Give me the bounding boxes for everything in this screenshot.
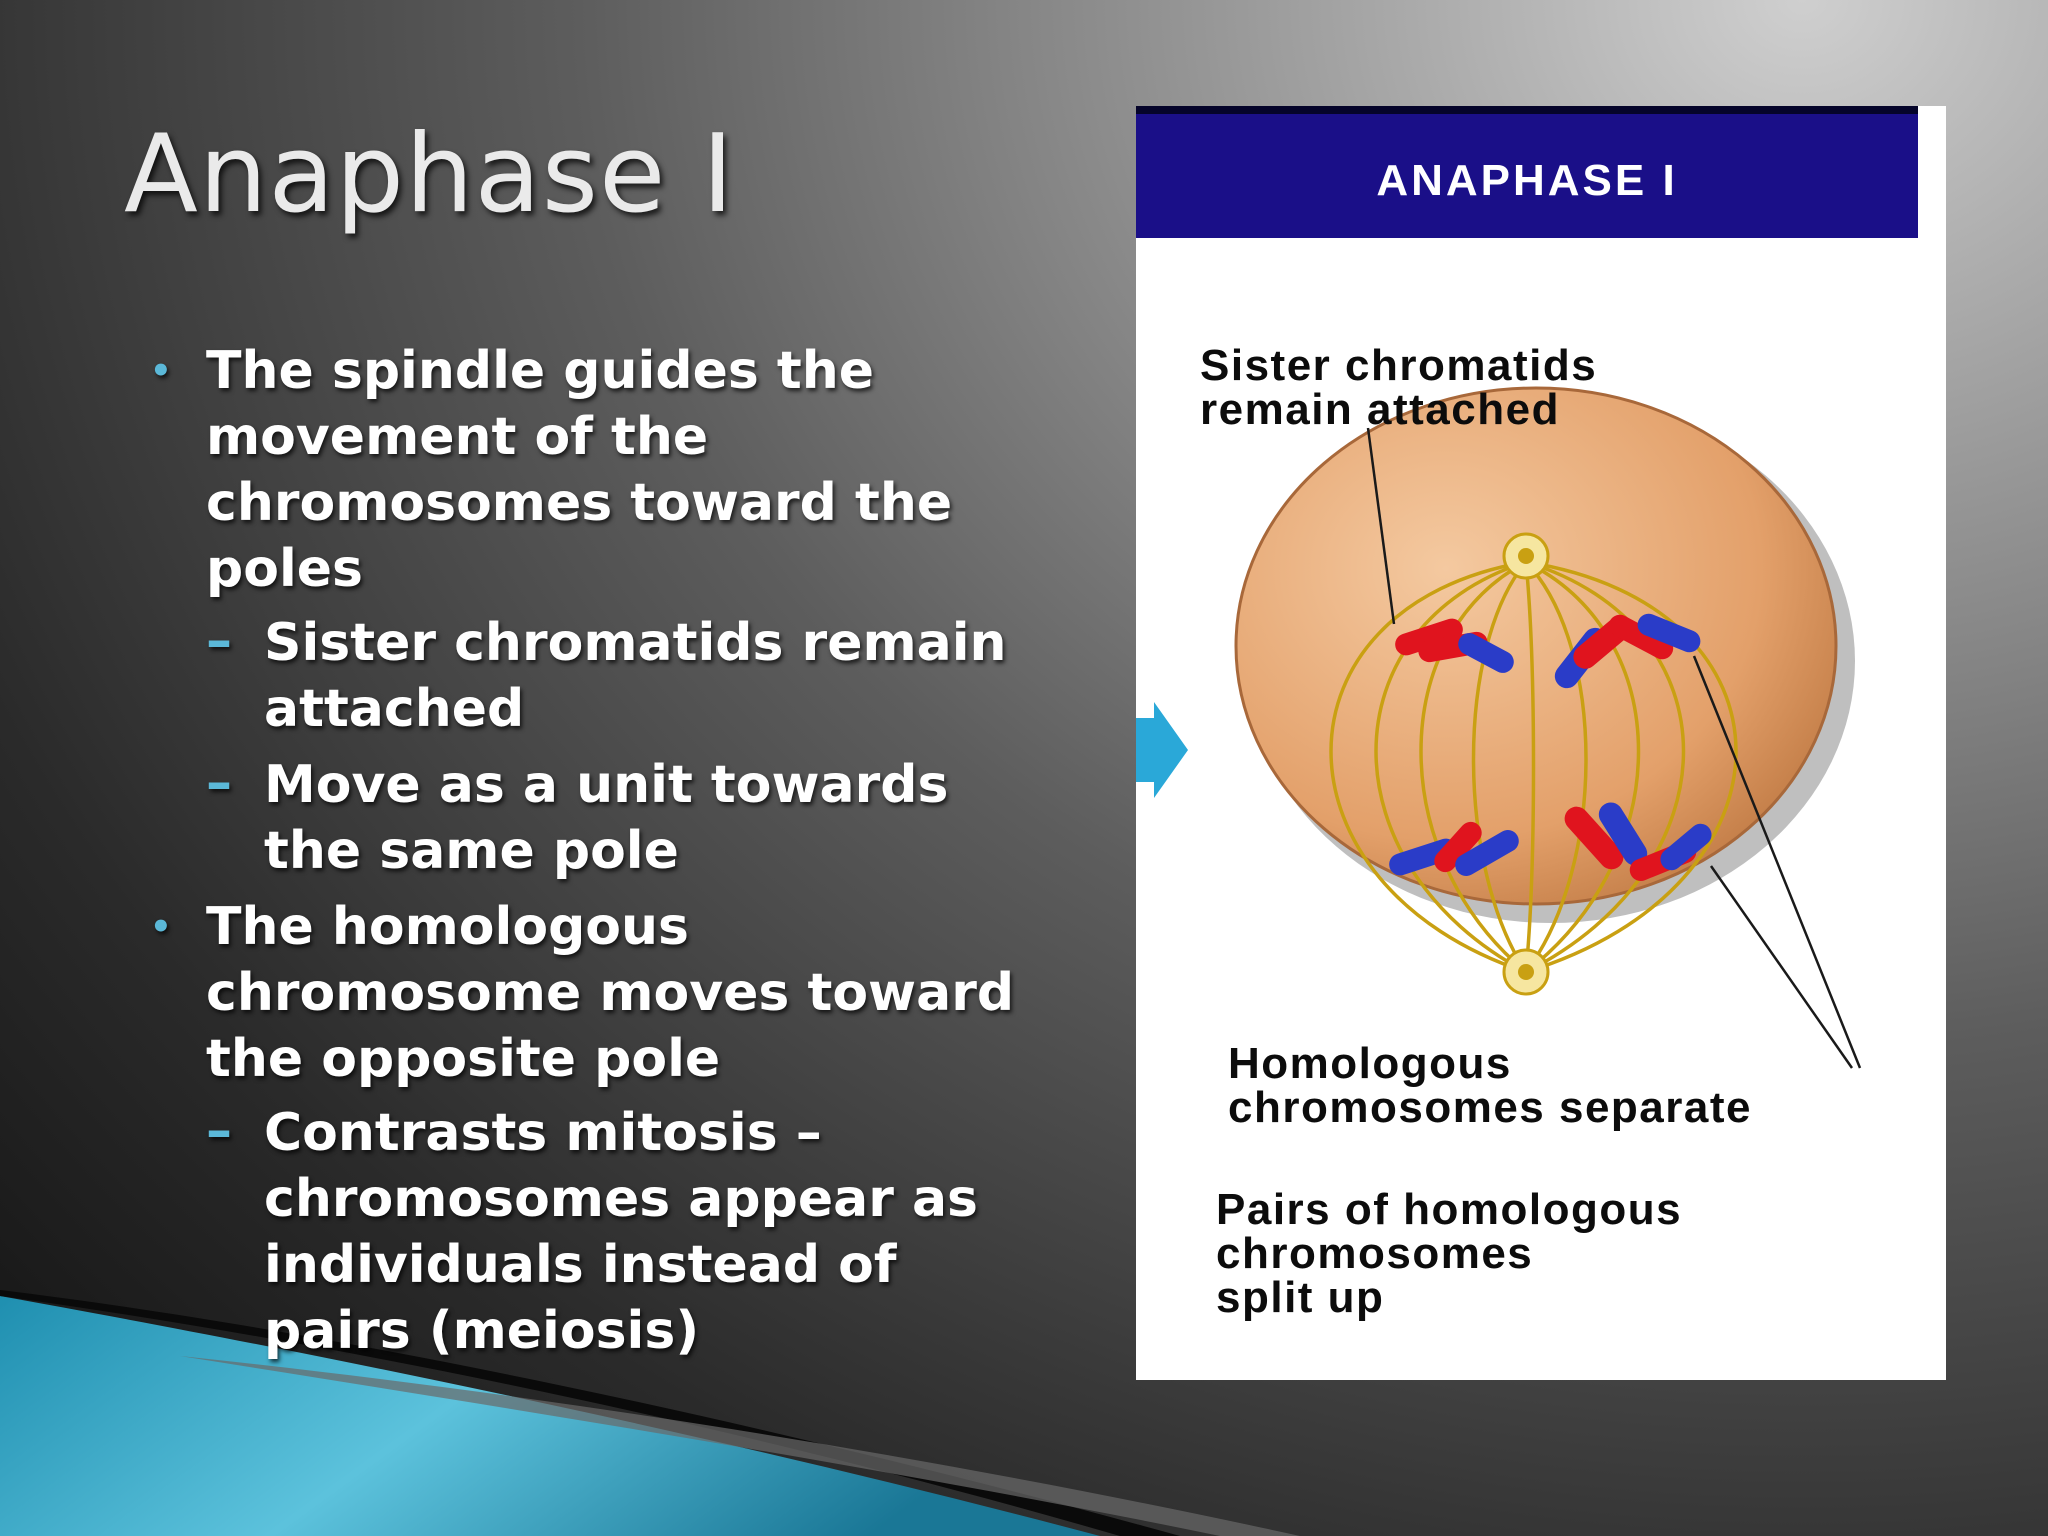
bullet-item	[150, 894, 1030, 1092]
dash-icon: –	[206, 611, 232, 671]
sub-bullet-item	[150, 610, 1030, 742]
label-homologous-separate: Homologous chromosomes separate	[1228, 1039, 1752, 1132]
figure-header-text: ANAPHASE I	[1376, 156, 1678, 205]
label-sister-chromatids: Sister chromatids remain attached	[1200, 341, 1598, 434]
arrow-icon	[1136, 702, 1188, 798]
dash-icon: –	[206, 753, 232, 813]
cell-body	[1236, 388, 1836, 904]
bullet-text: The homologous chromosome moves toward the opposite pole	[206, 897, 1015, 1089]
bullet-dot-icon: •	[150, 907, 172, 947]
sub-bullet-text: Contrasts mitosis – chromosomes appear as individuals instead of pairs (meiosis)	[264, 1103, 978, 1361]
bullet-dot-icon: •	[150, 351, 172, 391]
slide-title: Anaphase I	[124, 112, 735, 237]
sub-bullet-item	[150, 1100, 1030, 1364]
bullet-item	[150, 338, 1030, 602]
sub-bullet-text: Move as a unit towards the same pole	[264, 755, 949, 881]
spindle-pole-top	[1504, 534, 1548, 578]
anaphase-figure	[1136, 106, 1946, 1380]
sub-bullet-item	[150, 752, 1030, 884]
spindle-pole-bottom	[1504, 950, 1548, 994]
label-pairs-split: Pairs of homologous chromosomes split up	[1216, 1185, 1683, 1322]
bullet-list	[150, 338, 1030, 1374]
dash-icon: –	[206, 1101, 232, 1161]
sub-bullet-text: Sister chromatids remain attached	[264, 613, 1007, 739]
bullet-text: The spindle guides the movement of the chromosomes toward the poles	[206, 341, 953, 599]
